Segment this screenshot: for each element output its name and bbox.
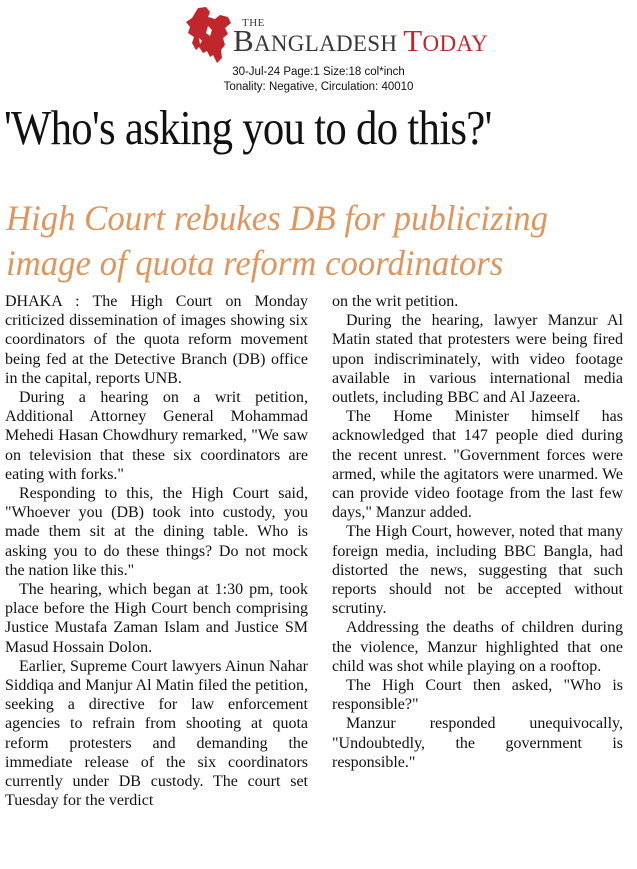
masthead-the: THE: [242, 17, 265, 29]
article-paragraph: The High Court then asked, "Who is responsible?": [332, 677, 623, 714]
article-paragraph: DHAKA : The High Court on Monday criticized dissemination of images showing six coordinators of the quota reform movement being fed at the Detective Branch (DB) office in the capital, reports UNB.: [5, 293, 308, 387]
article-paragraph: The hearing, which began at 1:30 pm, took place before the High Court bench comprising Justice Mustafa Zaman Islam and Justice SM Masud Hossain Dolon.: [5, 581, 308, 656]
clipping-tonality-circulation: Tonality: Negative, Circulation: 40010: [223, 81, 414, 93]
masthead: [0, 0, 637, 105]
article-paragraph: Manzur responded unequivocally, "Undoubtedly, the government is responsible.": [332, 715, 623, 771]
subheadline-line-1: High Court rebukes DB for publicizing: [6, 198, 548, 238]
article-paragraph: During the hearing, lawyer Manzur Al Matin stated that protesters were being fired upon indiscriminately, with video footage available in various international media outlets, including BBC and Al Jazeera.: [332, 312, 623, 407]
masthead-initial-t: T: [403, 23, 423, 58]
article-paragraph: During a hearing on a writ petition, Additional Attorney General Mohammad Mehedi Hasan Chowdhury remarked, "We saw on television that these six coordinators are eating with forks.": [5, 389, 308, 483]
article-subheadline: [6, 196, 614, 286]
article-column-left: [5, 292, 308, 810]
article-paragraph: The High Court, however, noted that many foreign media, including BBC Bangla, had distorted the news, suggesting that such reports should not be accepted without scrutiny.: [332, 523, 623, 618]
masthead-title: [233, 23, 488, 59]
article-paragraph: Earlier, Supreme Court lawyers Ainun Nahar Siddiqa and Manjur Al Matin filed the petition, seeking a directive for law enforcement agencies to refrain from shooting at quota reform protesters and demanding the immediate release of the six coordinators currently under DB custody. The court set Tuesday for the verdict: [5, 657, 308, 810]
masthead-word-today: ODAY: [422, 31, 489, 56]
article-paragraph: Responding to this, the High Court said, "Whoever you (DB) took into custody, you made them sit at the dining table. Who is asking you to do these things? Do not mock the nation like this.": [5, 485, 308, 579]
bangladesh-map-logo-icon: [184, 6, 232, 64]
subheadline-line-2: image of quota reform coordinators: [6, 243, 504, 283]
clipping-date-size: 30-Jul-24 Page:1 Size:18 col*inch: [232, 66, 405, 78]
article-headline: 'Who's asking you to do this?': [4, 100, 492, 155]
article-paragraph: on the writ petition.: [332, 293, 459, 310]
masthead-initial-b: B: [233, 23, 254, 58]
article-paragraph: The Home Minister himself has acknowledged that 147 people died during the recent unrest. "Government forces were armed, while the agitators were unarmed. We can provide video footage from the last few days," Manzur added.: [332, 408, 623, 522]
article-paragraph: Addressing the deaths of children during the violence, Manzur highlighted that one child was shot while playing on a rooftop.: [332, 619, 623, 675]
article-column-right: [332, 292, 623, 772]
masthead-word-bangladesh: ANGLADESH: [253, 31, 404, 56]
